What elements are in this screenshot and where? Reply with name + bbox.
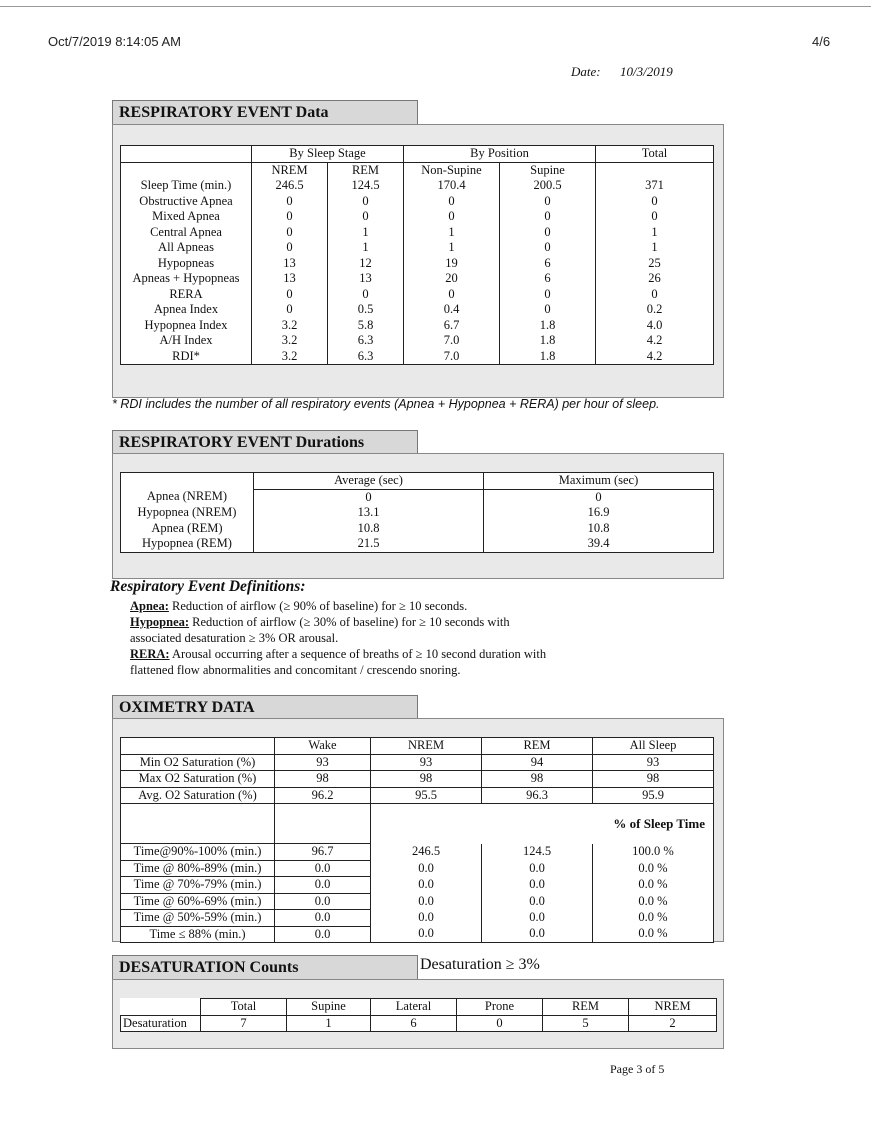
- resp-row-value: 0: [328, 209, 404, 225]
- apnea-definition: [130, 598, 630, 614]
- resp-row-value: 0: [500, 209, 596, 225]
- resp-row-label: Mixed Apnea: [121, 209, 252, 225]
- durations-title: RESPIRATORY EVENT Durations: [119, 434, 365, 451]
- fax-page-number: 4/6: [812, 34, 831, 49]
- resp-data-row: [121, 333, 714, 349]
- resp-row-value: 0.2: [646, 302, 663, 316]
- resp-row-value: 200.5: [500, 178, 596, 194]
- rem-header: REM: [482, 738, 593, 755]
- resp-row-value: 1.8: [500, 349, 596, 365]
- wake-header: Wake: [275, 738, 371, 755]
- hypopnea-term: Hypopnea:: [130, 615, 190, 629]
- resp-row-value: 3.2: [252, 318, 328, 334]
- oximetry-row-value: 0.0: [482, 926, 593, 943]
- oximetry-row-value: 0.0 %: [638, 877, 668, 891]
- resp-row-value: 0: [500, 194, 596, 210]
- resp-row-label: RDI*: [121, 349, 252, 365]
- oximetry-row-value: 96.3: [482, 787, 593, 804]
- resp-row-value: 0: [651, 209, 658, 223]
- duration-average: 10.8: [254, 521, 484, 537]
- resp-row-value: 6.3: [328, 349, 404, 365]
- oximetry-row-value: 0.0: [482, 860, 593, 877]
- oximetry-row-label: Time @ 50%-59% (min.): [121, 910, 275, 927]
- hypopnea-definition: [130, 614, 630, 630]
- oximetry-title: OXIMETRY DATA: [119, 699, 255, 716]
- desaturation-value: 7: [201, 1015, 287, 1032]
- resp-data-row: [121, 271, 714, 287]
- resp-row-value: 170.4: [404, 178, 500, 194]
- desaturation-header: Lateral: [371, 999, 457, 1016]
- resp-row-value: 371: [645, 178, 664, 192]
- resp-row-value: 0: [651, 193, 658, 208]
- resp-row-value: 0: [328, 194, 404, 210]
- oximetry-row-value: 0.0: [482, 910, 593, 927]
- date-label: Date:: [571, 64, 601, 79]
- duration-row-label: Apnea (NREM): [121, 489, 254, 505]
- resp-row-value: 0: [404, 287, 500, 303]
- rem-subheader: REM: [328, 162, 404, 178]
- resp-row-value: 0: [252, 194, 328, 210]
- resp-data-row: [121, 302, 714, 318]
- supine-subheader: Supine: [500, 162, 596, 178]
- non-supine-subheader: Non-Supine: [404, 162, 500, 178]
- oximetry-row-value: 0.0: [482, 877, 593, 894]
- definitions-body: [130, 598, 630, 678]
- resp-row-value: 1: [328, 225, 404, 241]
- resp-row-value: 0: [252, 302, 328, 318]
- oximetry-row-value: 98: [275, 771, 371, 788]
- definitions-title: Respiratory Event Definitions:: [110, 578, 306, 595]
- resp-data-panel: [112, 124, 724, 398]
- oximetry-row: [121, 877, 714, 894]
- resp-row-value: 6: [500, 256, 596, 272]
- resp-row-value: 4.2: [646, 333, 663, 347]
- oximetry-row-label: Time @ 80%-89% (min.): [121, 860, 275, 877]
- resp-row-value: 20: [404, 271, 500, 287]
- fax-top-line: [0, 6, 871, 7]
- oximetry-row: [121, 754, 714, 771]
- duration-row-label: Hypopnea (REM): [121, 536, 254, 552]
- oximetry-table: [120, 737, 714, 943]
- resp-data-row: [121, 225, 714, 241]
- resp-row-value: 13: [252, 256, 328, 272]
- oximetry-row-value: 93: [371, 754, 482, 771]
- oximetry-row: [121, 893, 714, 910]
- oximetry-row-value: 0.0: [275, 893, 371, 910]
- resp-row-value: 4.2: [646, 348, 663, 363]
- resp-row-label: Central Apnea: [121, 225, 252, 241]
- total-header: Total: [596, 146, 714, 163]
- rera-definition: [130, 646, 630, 662]
- resp-data-tab: [112, 100, 418, 125]
- resp-row-value: 1: [651, 224, 658, 239]
- oximetry-row-label: Max O2 Saturation (%): [121, 771, 275, 788]
- desaturation-threshold: Desaturation ≥ 3%: [420, 956, 540, 973]
- pct-sleep-time-header: % of Sleep Time: [593, 804, 714, 844]
- resp-row-label: Sleep Time (min.): [121, 178, 252, 194]
- resp-row-value: 246.5: [252, 178, 328, 194]
- oximetry-row-value: 93: [593, 754, 714, 771]
- resp-row-value: 12: [328, 256, 404, 272]
- oximetry-row-value: 100.0 %: [632, 844, 674, 858]
- resp-row-value: 19: [404, 256, 500, 272]
- durations-tab: [112, 430, 418, 454]
- resp-row-value: 1: [404, 225, 500, 241]
- nrem-subheader: NREM: [252, 162, 328, 178]
- resp-data-row: [121, 194, 714, 210]
- resp-data-row: [121, 209, 714, 225]
- oximetry-row-value: 0.0: [275, 910, 371, 927]
- desaturation-header: NREM: [629, 999, 717, 1016]
- oximetry-row-value: 96.2: [275, 787, 371, 804]
- resp-row-value: 1.8: [500, 333, 596, 349]
- duration-row: [121, 505, 714, 521]
- oximetry-row-value: 95.9: [593, 787, 714, 804]
- resp-row-value: 3.2: [252, 349, 328, 365]
- oximetry-row-value: 98: [371, 771, 482, 788]
- resp-row-label: Apneas + Hypopneas: [121, 271, 252, 287]
- resp-row-value: 6.7: [404, 318, 500, 334]
- rera-term: RERA:: [130, 647, 170, 661]
- resp-row-value: 7.0: [404, 349, 500, 365]
- oximetry-row-value: 0.0: [371, 893, 482, 910]
- rdi-footnote: * RDI includes the number of all respiratory events (Apnea + Hypopnea + RERA) per hour of sleep.: [112, 397, 660, 411]
- oximetry-row-value: 94: [482, 754, 593, 771]
- oximetry-row-label: Avg. O2 Saturation (%): [121, 787, 275, 804]
- duration-maximum: 0: [595, 489, 602, 504]
- resp-row-value: 5.8: [328, 318, 404, 334]
- by-position-header: By Position: [404, 146, 596, 163]
- resp-row-value: 0: [404, 209, 500, 225]
- duration-maximum: 16.9: [587, 505, 610, 519]
- resp-row-value: 1: [404, 240, 500, 256]
- resp-data-row: [121, 178, 714, 194]
- duration-row: [121, 489, 714, 505]
- oximetry-row-label: Min O2 Saturation (%): [121, 754, 275, 771]
- oximetry-row-value: 0.0: [371, 877, 482, 894]
- rera-text: Arousal occurring after a sequence of breaths of ≥ 10 second duration with: [172, 647, 547, 661]
- resp-row-value: 1: [328, 240, 404, 256]
- oximetry-row: [121, 844, 714, 861]
- resp-row-value: 0: [328, 287, 404, 303]
- resp-data-row: [121, 256, 714, 272]
- oximetry-row: [121, 926, 714, 943]
- oximetry-row-value: 0.0: [275, 860, 371, 877]
- fax-timestamp: Oct/7/2019 8:14:05 AM: [48, 34, 181, 49]
- desaturation-row-label: Desaturation: [121, 1015, 201, 1032]
- desaturation-value: 1: [287, 1015, 371, 1032]
- oximetry-row-value: 124.5: [482, 844, 593, 861]
- resp-data-row: [121, 318, 714, 334]
- duration-row: [121, 521, 714, 537]
- duration-maximum: 39.4: [587, 536, 610, 550]
- hypopnea-text-line2: associated desaturation ≥ 3% OR arousal.: [130, 631, 339, 645]
- hypopnea-text: Reduction of airflow (≥ 30% of baseline) for ≥ 10 seconds with: [192, 615, 510, 629]
- rera-text-line2: flattened flow abnormalities and concomitant / crescendo snoring.: [130, 663, 461, 677]
- resp-row-value: 0: [252, 240, 328, 256]
- resp-row-label: Apnea Index: [121, 302, 252, 318]
- resp-row-value: 0: [500, 225, 596, 241]
- oximetry-row-value: 95.5: [371, 787, 482, 804]
- oximetry-row: [121, 860, 714, 877]
- desaturation-header: REM: [543, 999, 629, 1016]
- oximetry-tab: [112, 695, 418, 719]
- resp-row-value: 0.5: [328, 302, 404, 318]
- oximetry-row-value: 0.0: [371, 926, 482, 943]
- oximetry-row-value: 98: [482, 771, 593, 788]
- desaturation-header: Supine: [287, 999, 371, 1016]
- duration-maximum: 10.8: [587, 520, 610, 535]
- oximetry-row: [121, 910, 714, 927]
- oximetry-row-value: 0.0: [482, 893, 593, 910]
- duration-average: 13.1: [254, 505, 484, 521]
- resp-data-title: RESPIRATORY EVENT Data: [119, 104, 329, 121]
- oximetry-row-value: 0.0: [371, 910, 482, 927]
- resp-row-value: 25: [648, 255, 661, 270]
- oximetry-row-value: 246.5: [371, 844, 482, 861]
- duration-average: 21.5: [254, 536, 484, 552]
- resp-row-label: RERA: [121, 287, 252, 303]
- resp-row-value: 13: [328, 271, 404, 287]
- duration-row-label: Apnea (REM): [121, 521, 254, 537]
- resp-data-row: [121, 287, 714, 303]
- by-sleep-stage-header: By Sleep Stage: [252, 146, 404, 163]
- average-header: Average (sec): [254, 473, 484, 490]
- desaturation-panel: [112, 979, 724, 1049]
- oximetry-row-value: 0.0 %: [638, 893, 668, 908]
- resp-row-value: 1.8: [500, 318, 596, 334]
- resp-data-row: [121, 349, 714, 365]
- oximetry-row-value: 0.0 %: [638, 926, 668, 941]
- oximetry-row-label: Time@90%-100% (min.): [121, 844, 275, 861]
- oximetry-row: [121, 771, 714, 788]
- resp-data-row: [121, 240, 714, 256]
- page-footer: Page 3 of 5: [610, 1062, 665, 1076]
- oximetry-row-value: 0.0: [371, 860, 482, 877]
- desaturation-value: 5: [543, 1015, 629, 1032]
- desaturation-value: 6: [371, 1015, 457, 1032]
- oximetry-panel: [112, 718, 724, 942]
- resp-row-value: 124.5: [328, 178, 404, 194]
- resp-row-label: Obstructive Apnea: [121, 194, 252, 210]
- duration-row-label: Hypopnea (NREM): [121, 505, 254, 521]
- desaturation-value: 0: [457, 1015, 543, 1032]
- resp-row-value: 13: [252, 271, 328, 287]
- duration-row: [121, 536, 714, 552]
- desaturation-tab: [112, 955, 418, 980]
- resp-row-label: A/H Index: [121, 333, 252, 349]
- oximetry-row-value: 0.0 %: [638, 910, 668, 924]
- oximetry-row-value: 93: [275, 754, 371, 771]
- all-sleep-header: All Sleep: [593, 738, 714, 755]
- oximetry-row-label: Time @ 70%-79% (min.): [121, 877, 275, 894]
- oximetry-row-value: 0.0 %: [638, 860, 668, 875]
- resp-row-label: All Apneas: [121, 240, 252, 256]
- resp-row-value: 0: [500, 240, 596, 256]
- resp-row-value: 4.0: [646, 317, 663, 332]
- oximetry-row-value: 96.7: [275, 844, 371, 861]
- resp-row-label: Hypopneas: [121, 256, 252, 272]
- oximetry-row: [121, 787, 714, 804]
- resp-row-value: 6: [500, 271, 596, 287]
- resp-row-value: 0: [252, 287, 328, 303]
- resp-row-value: 6.3: [328, 333, 404, 349]
- resp-row-label: Hypopnea Index: [121, 318, 252, 334]
- durations-panel: [112, 453, 724, 579]
- oximetry-row-value: 98: [593, 771, 714, 788]
- resp-row-value: 0.4: [404, 302, 500, 318]
- resp-row-value: 26: [648, 271, 661, 285]
- resp-data-table: [120, 145, 714, 365]
- desaturation-value: 2: [629, 1015, 717, 1032]
- oximetry-row-value: 0.0: [275, 926, 371, 943]
- resp-row-value: 0: [252, 225, 328, 241]
- apnea-term: Apnea:: [130, 599, 169, 613]
- resp-row-value: 7.0: [404, 333, 500, 349]
- desaturation-title: DESATURATION Counts: [119, 959, 299, 976]
- oximetry-row-value: 0.0: [275, 877, 371, 894]
- report-date: 10/3/2019: [620, 64, 673, 79]
- resp-row-value: 0: [500, 302, 596, 318]
- oximetry-row-label: Time @ 60%-69% (min.): [121, 893, 275, 910]
- durations-table: [120, 472, 714, 553]
- resp-row-value: 0: [500, 287, 596, 303]
- resp-row-value: 0: [252, 209, 328, 225]
- maximum-header: Maximum (sec): [484, 473, 714, 490]
- desaturation-table: [120, 998, 717, 1032]
- resp-row-value: 0: [651, 286, 658, 301]
- oximetry-row-label: Time ≤ 88% (min.): [121, 926, 275, 943]
- resp-row-value: 3.2: [252, 333, 328, 349]
- apnea-text: Reduction of airflow (≥ 90% of baseline) for ≥ 10 seconds.: [172, 599, 468, 613]
- nrem-header: NREM: [371, 738, 482, 755]
- desaturation-header: Prone: [457, 999, 543, 1016]
- duration-average: 0: [254, 489, 484, 505]
- resp-row-value: 0: [404, 194, 500, 210]
- resp-row-value: 1: [651, 240, 658, 254]
- desaturation-header: Total: [201, 999, 287, 1016]
